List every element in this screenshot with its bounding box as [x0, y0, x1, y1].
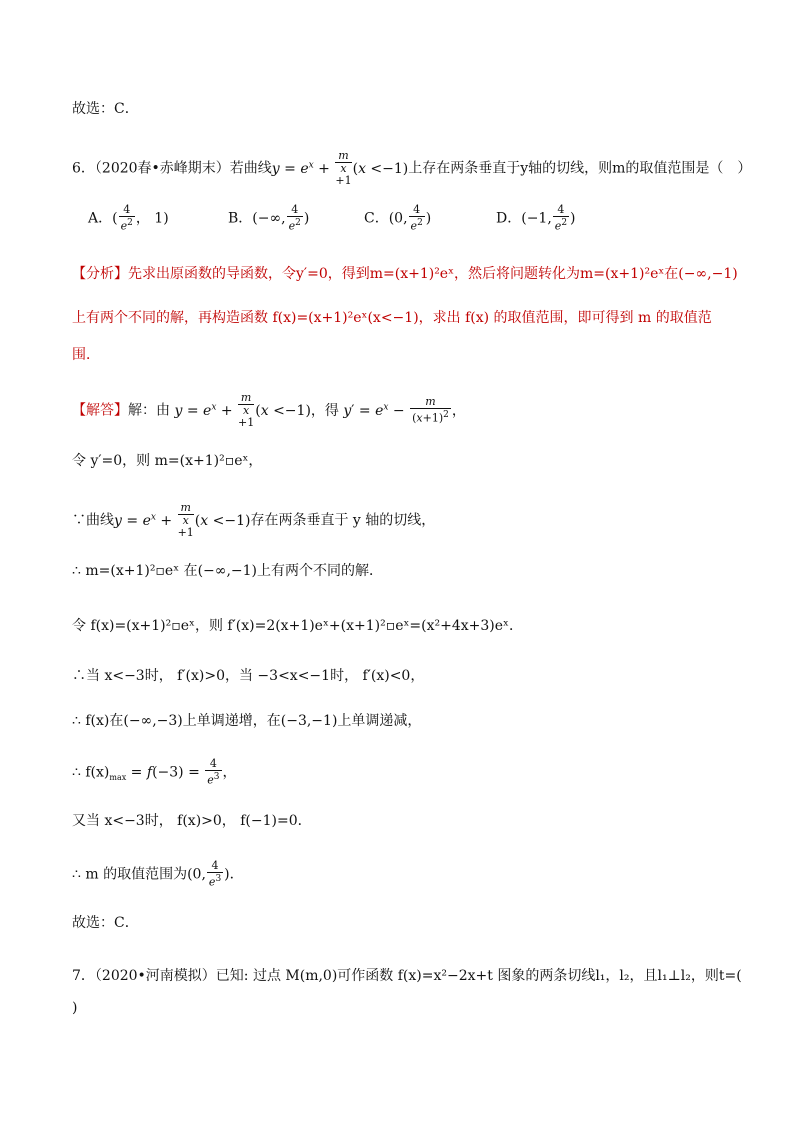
question-7-line-1: 7．（2020•河南模拟）已知: 过点 M(m,0)可作函数 f(x)=x²−2x+t 图象的两条切线l₁，l₂，且l₁⊥l₂，则t=( [72, 968, 742, 984]
previous-answer: 故选：C． [72, 101, 139, 117]
analysis-line-2: 上有两个不同的解，再构造函数 f(x)=(x+1)²eˣ(x<−1)，求出 f(x) 的取值范围，即可得到 m 的取值范 [72, 310, 712, 326]
analysis-tag: 【分析】 [72, 266, 128, 282]
solution-tag: 【解答】 [72, 402, 128, 419]
solution-line-8: ∴ $f(x)_{max} = f(-3)$ = $\frac{4}{e^3}$ ， [72, 757, 237, 787]
solution-line-2: 令 y′=0，则 m=(x+1)²▫eˣ， [72, 453, 263, 469]
question-7-line-2: ) [72, 1000, 78, 1016]
solution-line-7: ∴ f(x)在(−∞,−3)上单调递增，在(−3,−1)上单调递减， [72, 713, 422, 729]
solution-intro: 解：由 [128, 402, 170, 419]
solution-conclusion: 故选：C． [72, 915, 139, 931]
solution-line-6: ∴当 x<−3时， f′(x)>0，当 −3<x<−1时， f′(x)<0， [72, 668, 425, 684]
question-6-stem [72, 149, 752, 187]
solution-line-5: 令 f(x)=(x+1)²▫eˣ，则 f′(x)=2(x+1)eˣ+(x+1)²▫eˣ=(x²+4x+3)eˣ． [72, 618, 523, 634]
solution-line-3: ∵曲线$y = e^x$ + m x +1(x <−1)存在两条垂直于 y 轴的切线， [72, 501, 436, 539]
option-a: A．( $\frac{4}{e^2}$ ， 1) [88, 203, 169, 233]
curve-formula-2: $y = e^x$ + m x +1(x <−1) [114, 501, 251, 539]
question-6-suffix: 上存在两条垂直于y轴的切线，则m的取值范围是（ ） [408, 160, 752, 177]
analysis-line-3: 围． [72, 347, 100, 363]
solution-line-1 [72, 392, 734, 429]
option-d: D．(−1, $\frac{4}{e^2}$ ) [496, 203, 576, 233]
solution-line-10: ∴ m 的取值范围为(0, $\frac{4}{e^3}$ )． [72, 859, 244, 889]
solution-line-4: ∴ m=(x+1)²▫eˣ 在(−∞,−1)上有两个不同的解． [72, 563, 383, 579]
question-6-options [72, 203, 734, 233]
analysis-text-1: 先求出原函数的导函数，令y′=0，得到m=(x+1)²eˣ，然后将问题转化为m=(x+1)²eˣ在(−∞,−1) [128, 266, 738, 282]
curve-formula: $y = e^x$ + m x +1(x <−1) [271, 149, 409, 187]
derivative-formula: $y = e^x$ + m x +1(x <−1)，得 $y' = e^x$ − $\frac{m}{(x+1)^2}$ ， [174, 391, 466, 429]
option-b: B．(−∞, $\frac{4}{e^2}$ ) [228, 203, 310, 233]
solution-line-9: 又当 x<−3时， f(x)>0， f(−1)=0． [72, 813, 312, 829]
option-c: C．(0, $\frac{4}{e^2}$ ) [364, 203, 432, 233]
question-6-prefix: 6．（2020春•赤峰期末）若曲线 [72, 160, 272, 177]
analysis-line-1 [72, 263, 738, 285]
